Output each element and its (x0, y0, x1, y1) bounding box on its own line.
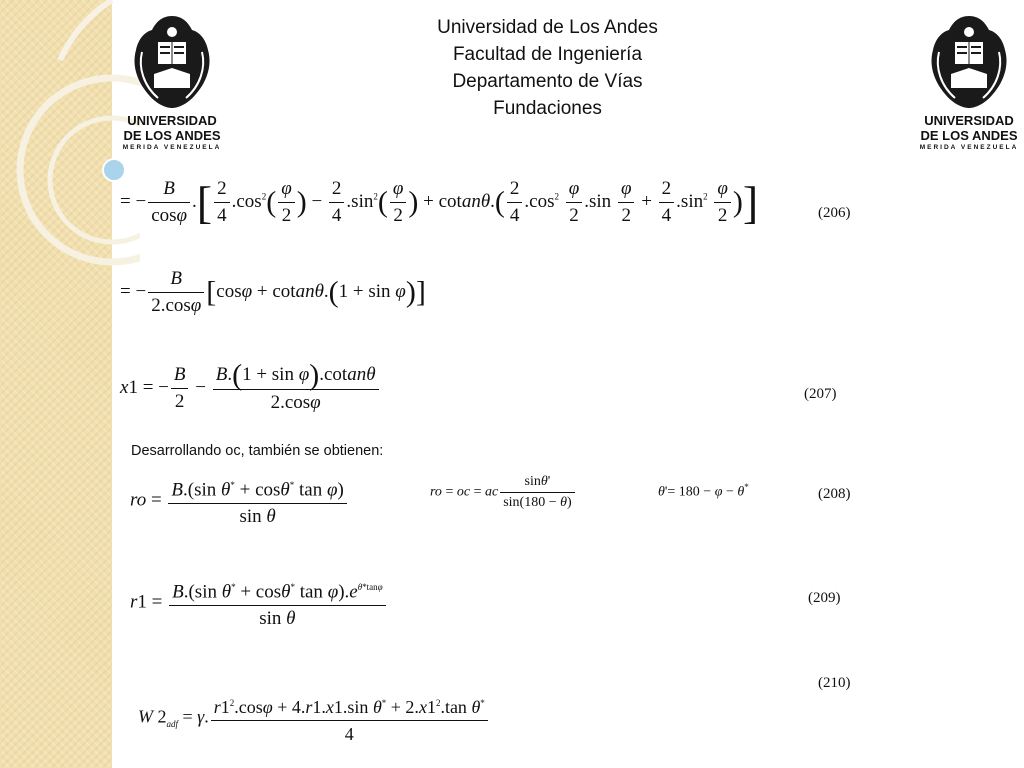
equation-208-theta: θ'= 180 − φ − θ* (658, 482, 749, 500)
logo-city: MERIDA VENEZUELA (919, 144, 1019, 151)
logo-city: MERIDA VENEZUELA (122, 144, 222, 151)
equation-number-209: (209) (808, 590, 841, 606)
header-course: Fundaciones (493, 98, 602, 119)
equation-number-208: (208) (818, 486, 851, 502)
header-department: Departamento de Vías (452, 71, 643, 92)
equation-208-ro: ro = $\frac{B.(\sin \theta^* + \cos\theta^* \tan \varphi)}{\text{sin θ}}$ (130, 472, 349, 530)
university-logo-right (919, 12, 1019, 151)
equation-number-206: (206) (818, 205, 851, 221)
header-university: Universidad de Los Andes (437, 17, 658, 38)
crest-icon (921, 12, 1017, 112)
equation-intermediate: = − $\frac{B}{2.\cos\varphi}$ [cosφ + cotanθ.(1 + sin φ)] (120, 268, 426, 316)
crest-icon (124, 12, 220, 112)
equation-number-207: (207) (804, 386, 837, 402)
equation-209: r1 = $\frac{B.(\sin \theta^* + \cos\theta^* \tan \varphi).e^{\theta*tan\varphi}}{\text{sin θ}}$ (130, 574, 388, 632)
header-faculty: Facultad de Ingeniería (452, 44, 643, 65)
logo-name: UNIVERSIDAD (924, 113, 1014, 128)
equation-207: x1 = − $\frac{B}{2}$ − $\frac{\text{B.(1 + sin φ).cotanθ}}{2.\cos\varphi}$ (120, 362, 381, 416)
logo-name: UNIVERSIDAD (127, 113, 217, 128)
equation-210: W $2_{adf} = \gamma$. $\frac{r1^2.\cos\varphi + 4.r1.x1.\sin \theta^* + 2.x1^2.\tan \theta^*}{4}$ (138, 690, 490, 747)
logo-name-2: DE LOS ANDES (123, 128, 221, 143)
page-header (380, 14, 715, 122)
equation-208-ro-oc: ro = oc = ac $\frac{\sin\theta'}{\sin(180 - \theta)}$ (430, 472, 577, 513)
equation-number-210: (210) (818, 675, 851, 691)
logo-name-2: DE LOS ANDES (920, 128, 1018, 143)
equation-206: = − $\frac{B}{\cos\varphi}$ .[ $\frac{2}{4}$ $.\cos^2$( $\frac{\varphi}{2}$ ) − $\frac{2}{4}$ $.\sin^2$( $\frac{\varphi}{2}$ ) + cotanθ.( $\frac{2}{4}$ $.\cos^2$ $\frac{\varphi}{2}$ .sin $\frac{\varphi}{2}$ + $\frac{2}{4}$ $.\sin^2$ $\frac{\varphi}{2}$ )] (120, 177, 759, 228)
intro-text: Desarrollando oc, también se obtienen: (131, 443, 384, 459)
decor-rings (0, 0, 140, 768)
university-logo-left (122, 12, 222, 151)
